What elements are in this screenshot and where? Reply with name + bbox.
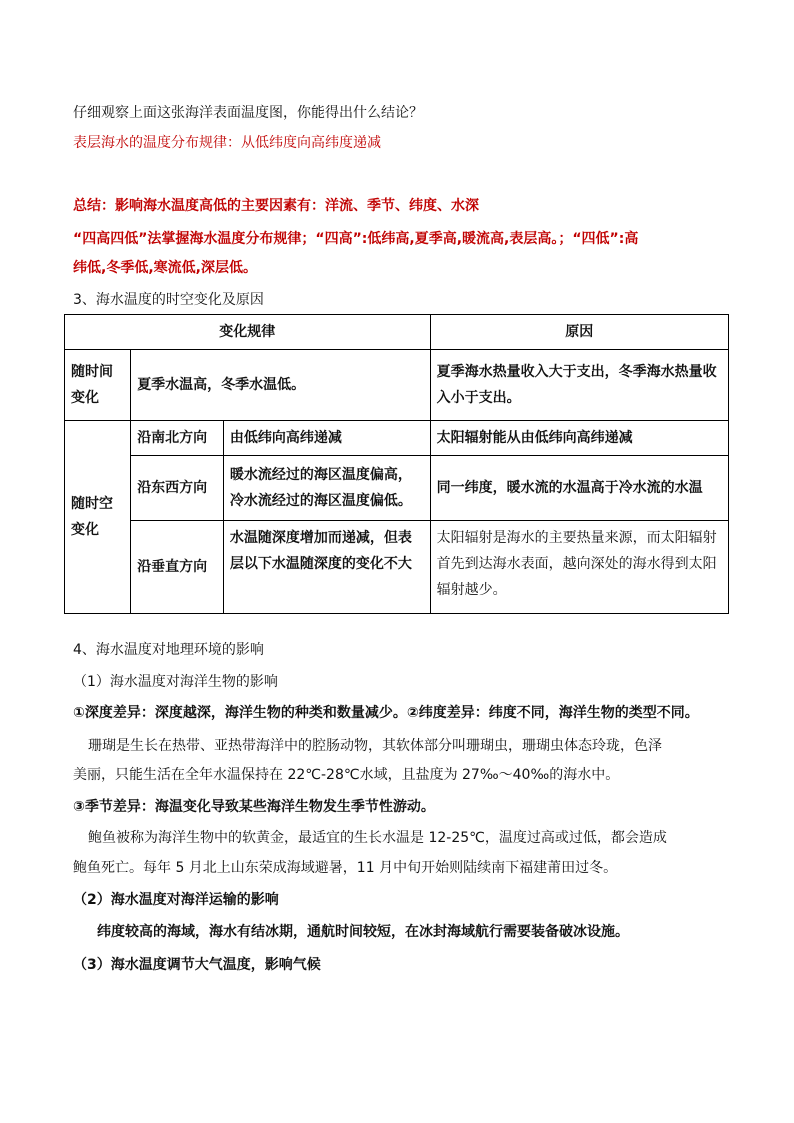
header-reason: 原因 (430, 315, 728, 350)
direction-ns: 沿南北方向 (131, 421, 224, 456)
table-row (65, 421, 729, 456)
table-row (65, 456, 729, 521)
reason-vertical: 太阳辐射是海水的主要热量来源，而太阳辐射首先到达海水表面，越向深处的海水得到太阳辐射越少。 (430, 521, 728, 614)
summary-four-low-cont: 纬低,冬季低,寒流低,深层低。 (73, 260, 257, 276)
time-change: 夏季水温高，冬季水温低。 (131, 350, 430, 421)
abalone-text-2: 鲍鱼死亡。每年 5 月北上山东荣成海域避暑，11 月中旬开始则陆续南下福建莆田过冬。 (73, 860, 618, 876)
intro-rule: 表层海水的温度分布规律：从低纬度向高纬度递减 (73, 135, 381, 151)
abalone-text-1: 鲍鱼被称为海洋生物中的软黄金，最适宜的生长水温是 12-25℃，温度过高或过低，都会造成 (88, 830, 667, 846)
section4-sub3: （3）海水温度调节大气温度，影响气候 (73, 957, 321, 973)
direction-ew: 沿东西方向 (131, 456, 224, 521)
temperature-change-table (64, 314, 729, 614)
change-vertical: 水温随深度增加而递减，但表层以下水温随深度的变化不大 (223, 521, 430, 614)
section4-sub2: （2）海水温度对海洋运输的影响 (73, 892, 279, 908)
transport-text: 纬度较高的海域，海水有结冰期，通航时间较短，在冰封海域航行需要装备破冰设施。 (97, 924, 629, 940)
summary-four-high-four-low: “四高四低”法掌握海水温度分布规律；“四高”:低纬高,夏季高,暖流高,表层高。；“四低”:高 (73, 231, 639, 247)
depth-latitude-difference: ①深度差异：深度越深，海洋生物的种类和数量减少。②纬度差异：纬度不同，海洋生物的类型不同。 (73, 705, 699, 721)
table-row (65, 521, 729, 614)
row-label-time: 随时间变化 (65, 350, 131, 421)
direction-vertical: 沿垂直方向 (131, 521, 224, 614)
table-header-row (65, 315, 729, 350)
section4-sub1: （1）海水温度对海洋生物的影响 (73, 674, 278, 690)
summary-factors: 总结：影响海水温度高低的主要因素有：洋流、季节、纬度、水深 (73, 198, 479, 214)
header-change: 变化规律 (65, 315, 431, 350)
time-reason: 夏季海水热量收入大于支出，冬季海水热量收入小于支出。 (430, 350, 728, 421)
reason-ns: 太阳辐射能从由低纬向高纬递减 (430, 421, 728, 456)
change-ns: 由低纬向高纬递减 (223, 421, 430, 456)
season-difference: ③季节差异：海温变化导致某些海洋生物发生季节性游动。 (73, 799, 435, 815)
section4-title: 4、海水温度对地理环境的影响 (73, 642, 264, 658)
section3-title: 3、海水温度的时空变化及原因 (73, 292, 264, 308)
intro-question: 仔细观察上面这张海洋表面温度图，你能得出什么结论？ (73, 105, 423, 121)
change-ew: 暖水流经过的海区温度偏高，冷水流经过的海区温度偏低。 (223, 456, 430, 521)
reason-ew: 同一纬度，暖水流的水温高于冷水流的水温 (430, 456, 728, 521)
coral-text-1: 珊瑚是生长在热带、亚热带海洋中的腔肠动物，其软体部分叫珊瑚虫，珊瑚虫体态玲珑，色泽 (88, 738, 662, 754)
row-label-space: 随时空变化 (65, 421, 131, 614)
coral-text-2: 美丽，只能生活在全年水温保持在 22℃-28℃水域，且盐度为 27‰～40‰的海水中。 (73, 767, 620, 783)
table-row (65, 350, 729, 421)
